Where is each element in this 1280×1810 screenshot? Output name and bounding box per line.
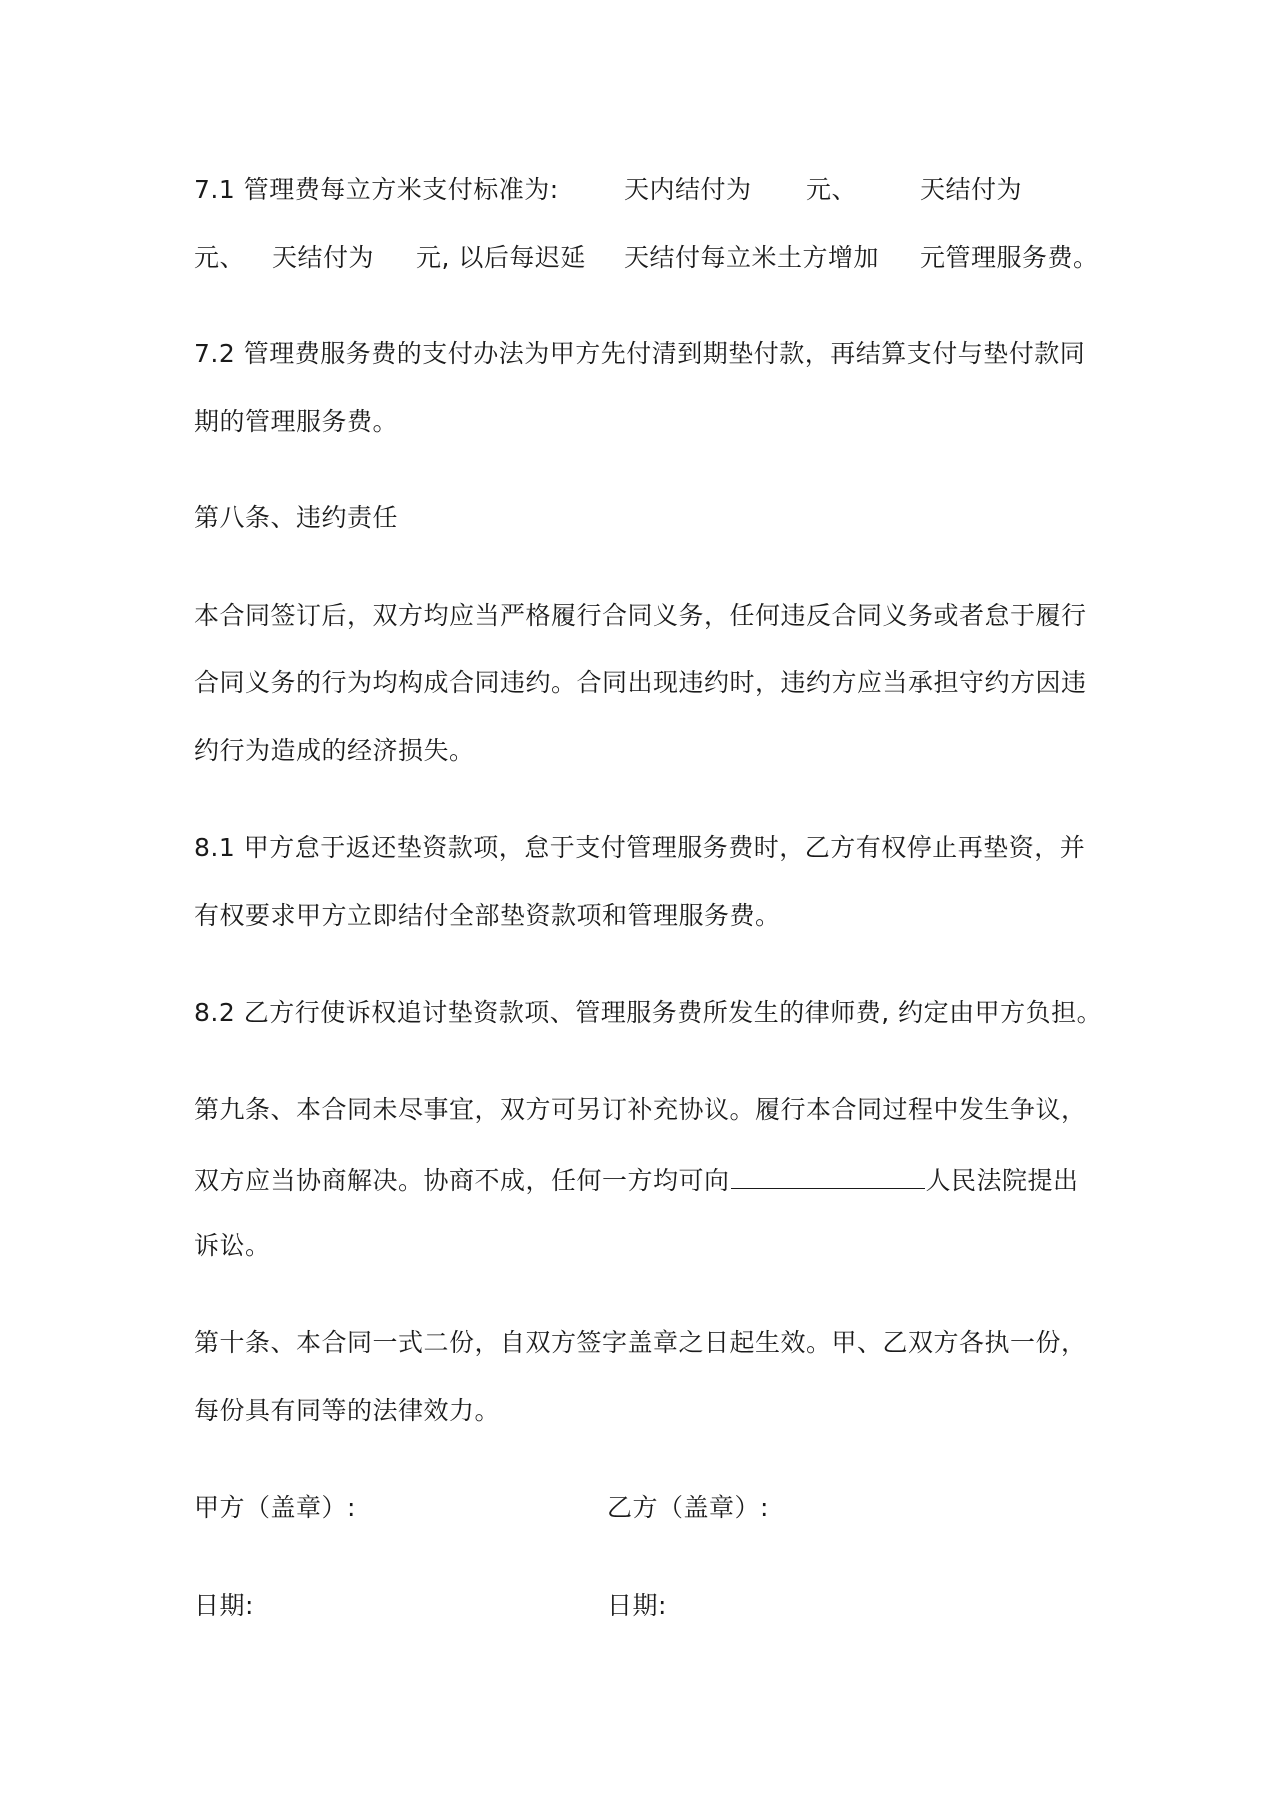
article-9-line-2-start: 双方应当协商解决。协商不成，任何一方均可向 [194,1166,730,1195]
clause-7-1-yuan: 元、 [806,175,858,204]
clause-7-1-days-within: 天内结付为 [624,175,752,204]
clause-8-1-line-2: 有权要求甲方立即结付全部垫资款项和管理服务费。 [194,901,781,930]
article-9-line-2 [194,1160,1079,1199]
article-8-line-2: 合同义务的行为均构成合同违约。合同出现违约时，违约方应当承担守约方因违 [194,668,1087,697]
article-9-line-2-end: 人民法院提出 [925,1166,1079,1195]
clause-7-1-line-2 [194,240,1099,276]
article-8-line-3: 约行为造成的经济损失。 [194,736,475,765]
article-10-line-2: 每份具有同等的法律效力。 [194,1396,501,1425]
clause-7-1-yuan-2: 元、 [194,243,246,272]
clause-7-1-text: 7.1 管理费每立方米支付标准为: [194,175,559,204]
clause-8-1-line-1: 8.1 甲方怠于返还垫资款项，怠于支付管理服务费时，乙方有权停止再垫资，并 [194,833,1086,862]
clause-7-1-days-settle: 天结付为 [920,175,1023,204]
clause-7-1-increase: 天结付每立米土方增加 [624,243,880,272]
article-9-line-1: 第九条、本合同未尽事宜，双方可另订补充协议。履行本合同过程中发生争议， [194,1095,1087,1124]
clause-7-1-line-1 [194,172,1094,208]
clause-7-2-line-2: 期的管理服务费。 [194,407,399,436]
article-10-line-1: 第十条、本合同一式二份，自双方签字盖章之日起生效。甲、乙双方各执一份， [194,1328,1087,1357]
signature-row [194,1490,1094,1526]
article-9-line-3: 诉讼。 [194,1231,271,1260]
clause-8-2-line-1: 8.2 乙方行使诉权追讨垫资款项、管理服务费所发生的律师费, 约定由甲方负担。 [194,998,1103,1027]
article-8-line-1: 本合同签订后，双方均应当严格履行合同义务，任何违反合同义务或者怠于履行 [194,601,1087,630]
clause-7-1-days-settle-2: 天结付为 [272,243,375,272]
party-b-date-label: 日期: [607,1591,667,1620]
article-8-heading: 第八条、违约责任 [194,503,399,532]
date-row [194,1588,1094,1624]
party-b-seal-label: 乙方（盖章）: [607,1493,769,1522]
clause-7-1-delay: 元, 以后每迟延 [416,243,586,272]
clause-7-2-line-1: 7.2 管理费服务费的支付办法为甲方先付清到期垫付款，再结算支付与垫付款同 [194,339,1086,368]
party-a-date-label: 日期: [194,1591,254,1620]
party-a-seal-label: 甲方（盖章）: [194,1493,356,1522]
court-name-blank [731,1160,925,1189]
clause-7-1-fee: 元管理服务费。 [920,243,1099,272]
